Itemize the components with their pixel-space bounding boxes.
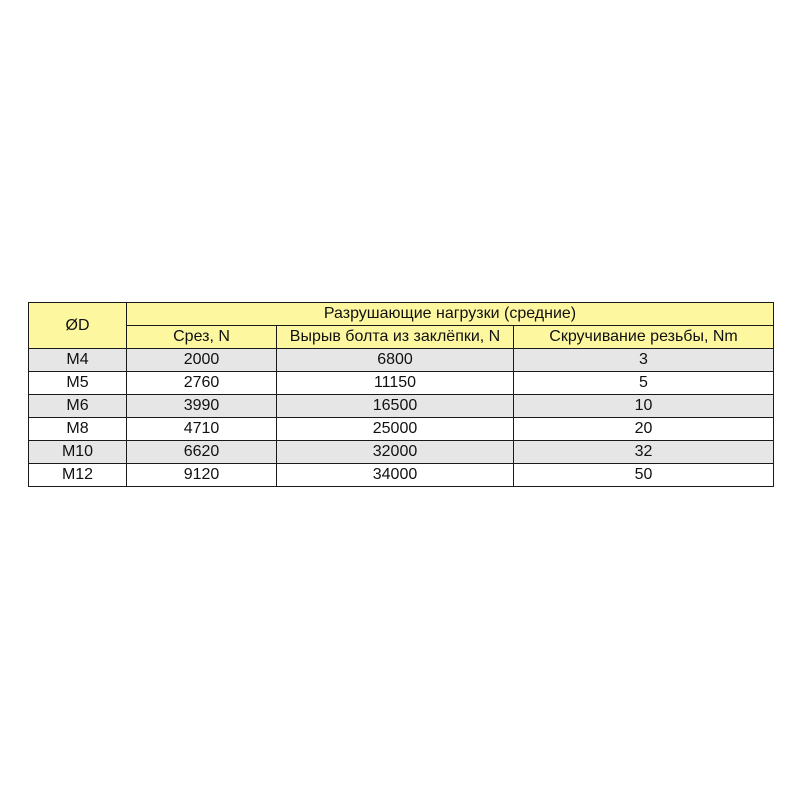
torque-cell: 20 [514, 418, 774, 441]
pullout-cell: 34000 [277, 464, 514, 487]
torque-header: Скручивание резьбы, Nm [514, 326, 774, 349]
size-cell: M6 [29, 395, 127, 418]
torque-cell: 3 [514, 349, 774, 372]
table-row [29, 441, 774, 464]
table-row [29, 395, 774, 418]
pullout-cell: 25000 [277, 418, 514, 441]
pullout-cell: 6800 [277, 349, 514, 372]
size-cell: M4 [29, 349, 127, 372]
table-header [29, 303, 774, 349]
table-body [29, 349, 774, 487]
shear-header: Срез, N [127, 326, 277, 349]
table-row [29, 372, 774, 395]
torque-cell: 10 [514, 395, 774, 418]
torque-cell: 50 [514, 464, 774, 487]
size-cell: M5 [29, 372, 127, 395]
table-row [29, 464, 774, 487]
table-row [29, 418, 774, 441]
size-cell: M10 [29, 441, 127, 464]
shear-cell: 2760 [127, 372, 277, 395]
pullout-header: Вырыв болта из заклёпки, N [277, 326, 514, 349]
pullout-cell: 32000 [277, 441, 514, 464]
breaking-loads-header: Разрушающие нагрузки (средние) [127, 303, 774, 326]
pullout-cell: 11150 [277, 372, 514, 395]
shear-cell: 2000 [127, 349, 277, 372]
shear-cell: 9120 [127, 464, 277, 487]
pullout-cell: 16500 [277, 395, 514, 418]
breaking-loads-table [28, 302, 774, 487]
size-cell: M12 [29, 464, 127, 487]
shear-cell: 6620 [127, 441, 277, 464]
shear-cell: 3990 [127, 395, 277, 418]
header-row-sub [29, 326, 774, 349]
torque-cell: 5 [514, 372, 774, 395]
table-row [29, 349, 774, 372]
header-row-group [29, 303, 774, 326]
shear-cell: 4710 [127, 418, 277, 441]
size-cell: M8 [29, 418, 127, 441]
torque-cell: 32 [514, 441, 774, 464]
diameter-header: ØD [29, 303, 127, 349]
